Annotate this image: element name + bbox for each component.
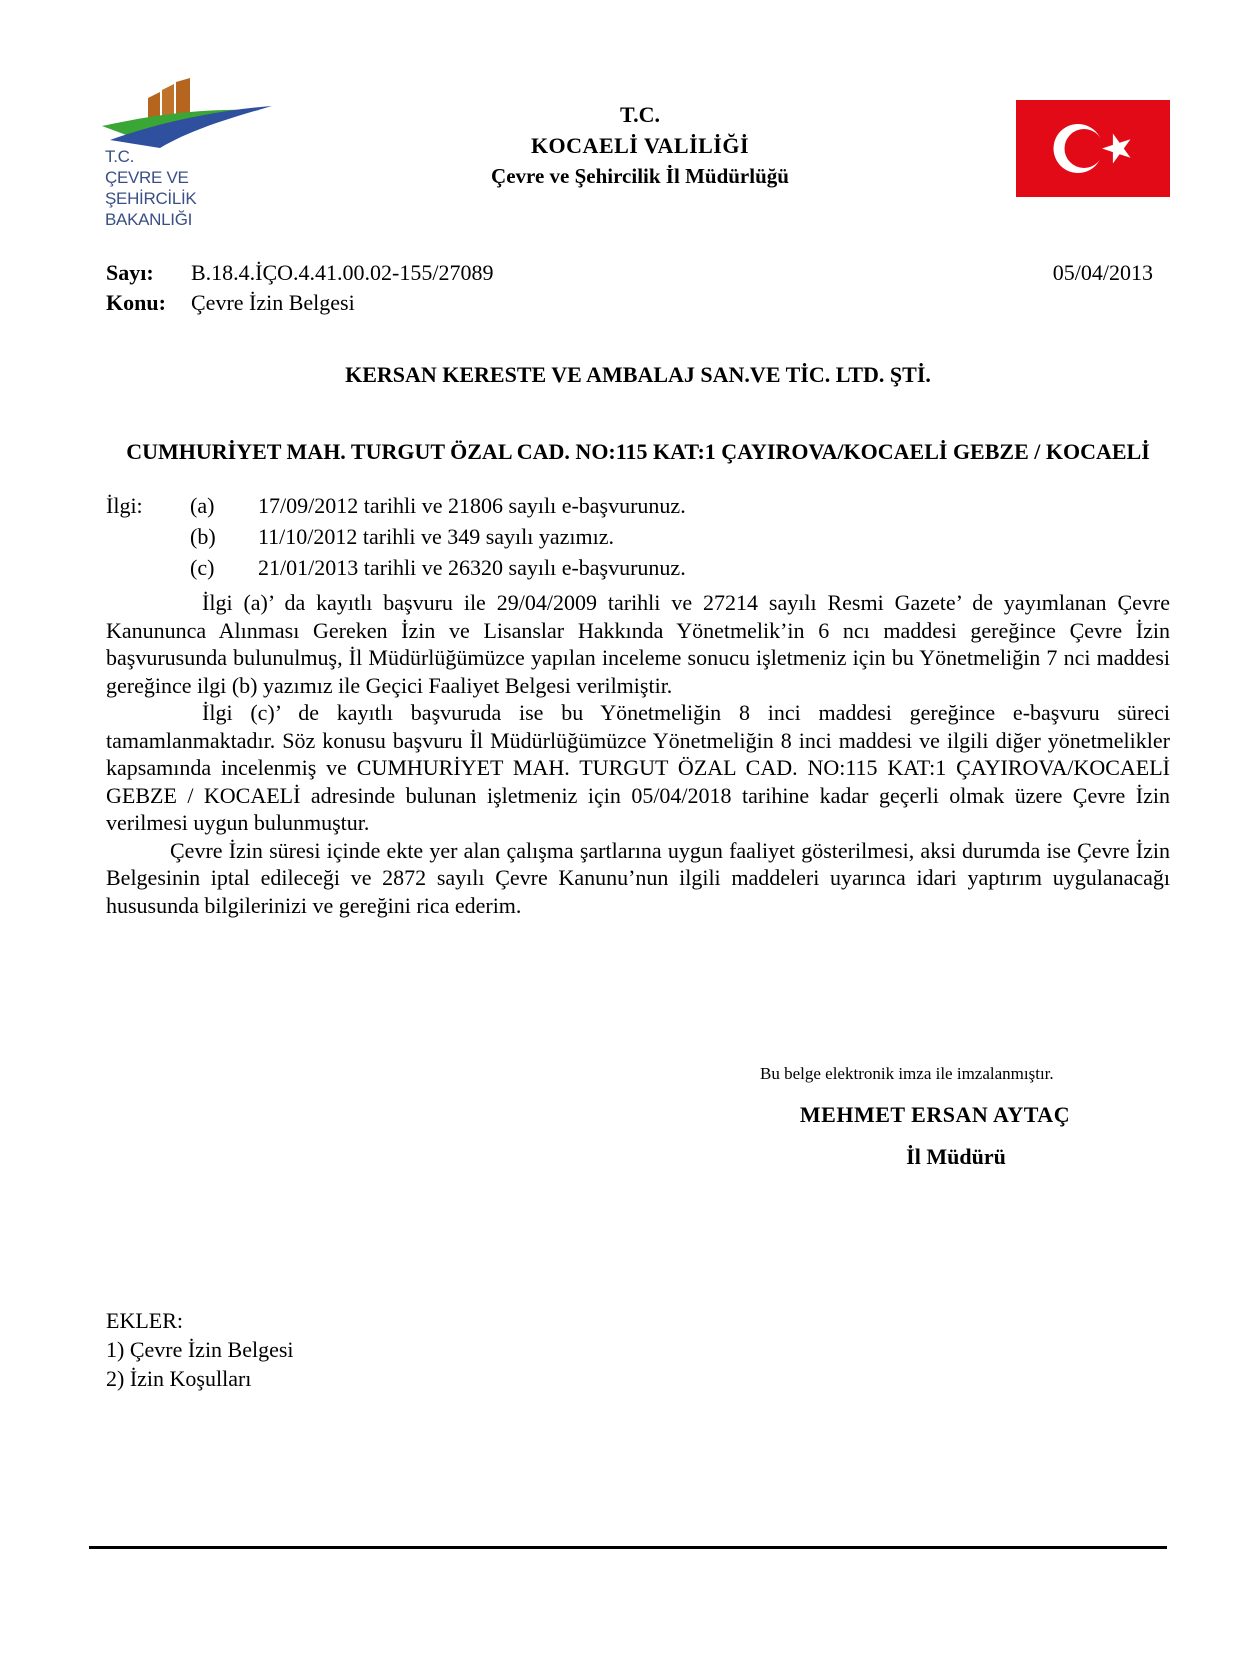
ministry-logo-text [105, 146, 280, 230]
signer-name: MEHMET ERSAN AYTAÇ [799, 1102, 1071, 1127]
reference-key: (c) [190, 555, 215, 580]
letterhead [400, 100, 880, 192]
reference-item [106, 490, 1106, 521]
logo-line-1: T.C. [105, 147, 135, 166]
reference-item [106, 552, 1106, 583]
body-paragraph-2: İlgi (c)’ de kayıtlı başvuruda ise bu Yönetmeliğin 8 inci maddesi gereğince e-başvuru süreci tamamlanmaktadır. Söz konusu başvuru İl Müdürlüğümüzce Yönetmeliğin 8 inci maddesi ve ilgili diğer yönetmelikler kapsamında incelenmiş ve CUMHURİYET MAH. TURGUT ÖZAL CAD. NO:115 KAT:1 ÇAYIROVA/KOCAELİ GEBZE / KOCAELİ adresinde bulunan işletmeniz için 05/04/2018 tarihine kadar geçerli olmak üzere Çevre İzin verilmesi uygun bulunmuştur. [106, 700, 1170, 835]
letter-body [106, 589, 1170, 919]
sayi-label: Sayı: [106, 260, 154, 285]
ilgi-label: İlgi: [106, 493, 143, 518]
recipient-address: CUMHURİYET MAH. TURGUT ÖZAL CAD. NO:115 KAT:1 ÇAYIROVA/KOCAELİ GEBZE / KOCAELİ [126, 439, 1150, 464]
esignature-note: Bu belge elektronik imza ile imzalanmıştır. [760, 1064, 1054, 1083]
footer-divider [89, 1546, 1167, 1549]
logo-line-2: ÇEVRE VE ŞEHİRCİLİK [105, 168, 197, 208]
turkish-flag-icon [1016, 100, 1170, 197]
header-tc: T.C. [620, 102, 660, 127]
konu-label: Konu: [106, 290, 166, 315]
ministry-logo [100, 78, 280, 229]
body-paragraph-1: İlgi (a)’ da kayıtlı başvuru ile 29/04/2009 tarihli ve 27214 sayılı Resmi Gazete’ de yayımlanan Çevre Kanununca Alınması Gereken İzin ve Lisanslar Hakkında Yönetmelik’in 6 ncı maddesi gereğince Çevre İzin başvurusunda bulunulmuş, İl Müdürlüğümüzce yapılan inceleme sonucu işletmeniz için bu Yönetmeliğin 7 nci maddesi gereğince ilgi (b) yazımız ile Geçici Faaliyet Belgesi verilmiştir. [106, 590, 1170, 698]
header-governorship: KOCAELİ VALİLİĞİ [530, 133, 750, 158]
reference-text: 11/10/2012 tarihli ve 349 sayılı yazımız. [258, 524, 615, 549]
reference-key: (b) [190, 524, 216, 549]
sayi-value: B.18.4.İÇO.4.41.00.02-155/27089 [191, 260, 494, 285]
attachment-item: 2) İzin Koşulları [106, 1366, 252, 1391]
document-date: 05/04/2013 [1052, 260, 1153, 285]
reference-text: 17/09/2012 tarihli ve 21806 sayılı e-başvurunuz. [258, 493, 686, 518]
signer-title: İl Müdürü [906, 1144, 1006, 1169]
reference-text: 21/01/2013 tarihli ve 26320 sayılı e-başvurunuz. [258, 555, 686, 580]
konu-value: Çevre İzin Belgesi [191, 290, 355, 315]
subject [106, 288, 355, 318]
reference-item [106, 521, 1106, 552]
attachments-label: EKLER: [106, 1308, 183, 1333]
attachment-item: 1) Çevre İzin Belgesi [106, 1337, 294, 1362]
logo-line-3: BAKANLIĞI [105, 210, 193, 229]
references-list [106, 490, 1106, 583]
attachments [106, 1306, 294, 1393]
reference-number [106, 258, 494, 288]
header-directorate: Çevre ve Şehircilik İl Müdürlüğü [491, 164, 789, 188]
reference-key: (a) [190, 493, 215, 518]
body-paragraph-3: Çevre İzin süresi içinde ekte yer alan çalışma şartlarına uygun faaliyet gösterilmesi, aksi durumda ise Çevre İzin Belgesinin iptal edileceği ve 2872 sayılı Çevre Kanunu’nun ilgili maddeleri uyarınca idari yaptırım uygulanacağı hususunda bilgilerinizi ve gereğini rica ederim. [106, 837, 1170, 918]
recipient-company: KERSAN KERESTE VE AMBALAJ SAN.VE TİC. LTD. ŞTİ. [345, 362, 931, 387]
